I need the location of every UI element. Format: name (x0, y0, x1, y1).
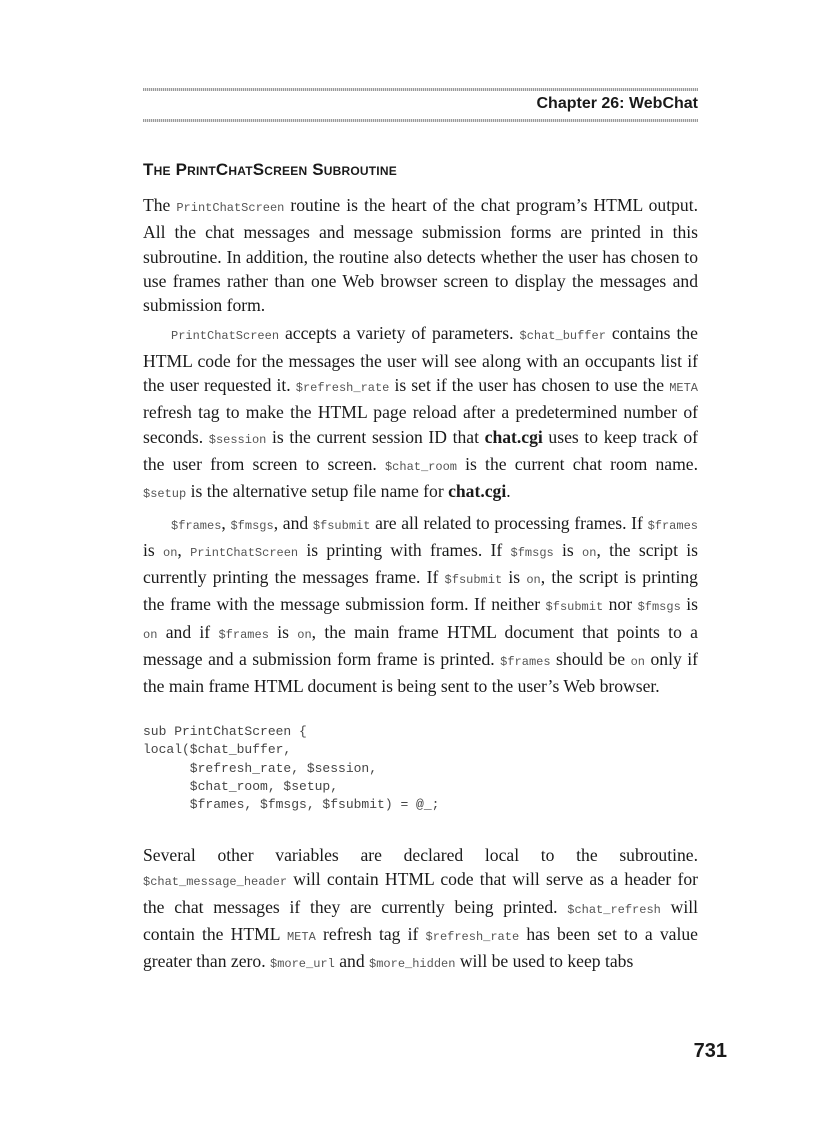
code-term: $fsubmit (545, 600, 604, 615)
code-term: META (286, 929, 316, 944)
code-term: on (297, 627, 312, 642)
code-term: $session (208, 432, 267, 447)
page-number: 731 (693, 1040, 727, 1062)
code-term: $more_hidden (369, 957, 456, 972)
text-span: nor (603, 594, 638, 615)
code-term: $chat_buffer (519, 329, 606, 344)
code-term: on (582, 545, 597, 560)
bold-term: chat.cgi (448, 481, 507, 502)
text-span: and (334, 951, 370, 972)
code-term: PrintChatScreen (190, 545, 299, 560)
text-span: is (502, 567, 527, 588)
text-span: The (143, 195, 177, 215)
text-span: refresh tag to make the HTML page reload after a predetermined number of seconds. (143, 402, 698, 447)
text-span: , and (273, 512, 313, 533)
paragraph-1 (143, 193, 698, 317)
text-span: is (680, 594, 699, 615)
code-term: PrintChatScreen (171, 329, 280, 344)
text-span: , the script is currently printing the messages frame. If (143, 539, 698, 588)
paragraph-2 (143, 321, 698, 506)
text-span: has been set to a value greater than zero. (143, 923, 698, 972)
code-term: $fmsgs (637, 600, 681, 615)
text-span: , the main frame HTML document that points to a message and a submission form frame is printed. (143, 621, 698, 670)
code-term: $fsubmit (444, 573, 503, 588)
text-span: is (268, 621, 298, 642)
paragraph-3 (143, 511, 698, 699)
text-span: is set if the user has chosen to use the (389, 375, 670, 396)
text-span: refresh tag if (315, 923, 426, 944)
text-span: , (221, 512, 231, 533)
text-span: will be used to keep tabs (455, 951, 634, 972)
code-term: $more_url (270, 957, 335, 972)
section-title: The PrintChatScreen Subroutine (143, 160, 397, 179)
text-span: . (506, 481, 511, 502)
code-term: on (143, 627, 158, 642)
code-term: $chat_refresh (567, 902, 661, 917)
code-term: PrintChatScreen (176, 201, 285, 215)
code-listing: sub PrintChatScreen { local($chat_buffer, $refresh_rate, $session, $chat_room, $setup, $frames, $fmsgs, $fsubmit) = @_; (143, 724, 440, 813)
header-rule-top (143, 88, 698, 91)
code-term: $chat_room (384, 459, 457, 474)
bold-term: chat.cgi (484, 426, 543, 447)
text-span: will contain HTML code that will serve as a header for the chat messages if they are currently being printed. (143, 869, 698, 917)
body-text-block-2 (143, 843, 698, 976)
text-span: uses to keep track of the user from screen to screen. (143, 426, 698, 474)
paragraph-4 (143, 843, 698, 976)
code-term: $fsubmit (312, 518, 371, 533)
text-span: contains the HTML code for the messages the user will see along with an occupants list if the user requested it. (143, 323, 698, 396)
code-term: on (526, 573, 541, 588)
code-term: $setup (143, 487, 187, 502)
text-span: only if the main frame HTML document is being sent to the user’s Web browser. (143, 649, 698, 697)
text-span: , (177, 539, 191, 560)
text-span: is (553, 539, 583, 560)
text-span: is the current chat room name. (456, 453, 698, 474)
code-term: $fmsgs (230, 518, 274, 533)
text-span: is (143, 539, 164, 560)
code-term: $frames (500, 655, 551, 670)
running-head: Chapter 26: WebChat (536, 95, 698, 112)
code-term: on (163, 545, 178, 560)
text-span: , the script is printing the frame with the message submission form. If neither (143, 567, 698, 615)
text-span: is the alternative setup file name for (186, 481, 449, 502)
body-text-block (143, 193, 698, 699)
code-term: on (630, 655, 645, 670)
text-span: Several other variables are declared local to the subroutine. (143, 845, 698, 865)
code-term: META (669, 381, 698, 396)
code-term: $frames (218, 627, 269, 642)
code-term: $refresh_rate (425, 929, 520, 944)
text-span: is the current session ID that (266, 426, 485, 447)
code-term: $fmsgs (510, 545, 554, 560)
code-term: $refresh_rate (295, 381, 390, 396)
text-span: accepts a variety of parameters. (279, 323, 520, 344)
header-rule-bottom (143, 119, 698, 122)
code-term: $frames (171, 518, 222, 533)
text-span: and if (157, 621, 219, 642)
code-term: $chat_message_header (143, 875, 288, 890)
text-span: is printing with frames. If (298, 539, 511, 560)
text-span: are all related to processing frames. If (370, 512, 648, 533)
text-span: should be (550, 649, 631, 670)
text-span: routine is the heart of the chat program’s HTML output. All the chat messages and message submission forms are printed in this subroutine. In addition, the routine also detects whether the user has chosen to use frames rather than one Web browser screen to display the messages and submission form. (143, 195, 698, 316)
text-span: will contain the HTML (143, 896, 698, 944)
code-term: $frames (647, 518, 698, 533)
